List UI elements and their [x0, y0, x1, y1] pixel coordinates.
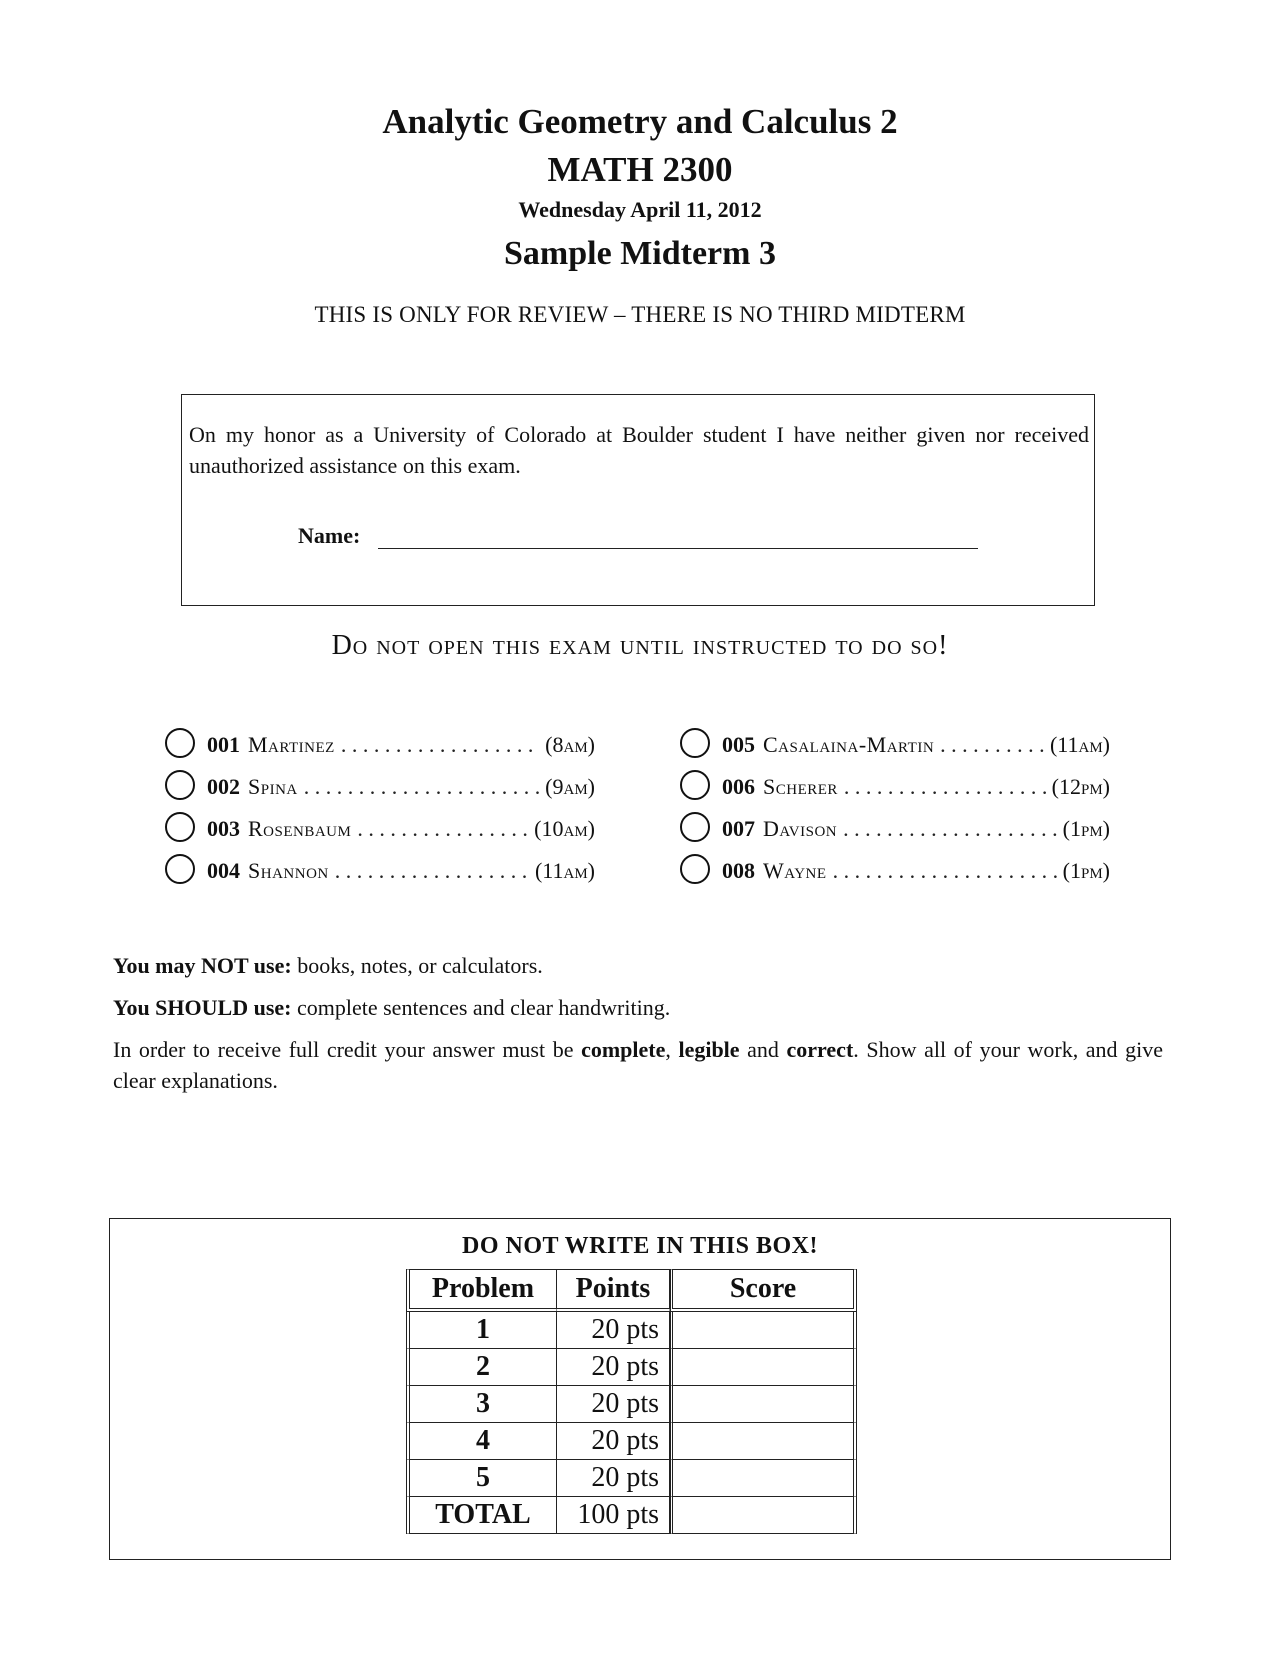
- table-header-row: [406, 1269, 857, 1312]
- section-column-left: [165, 724, 595, 892]
- table-row: [406, 1423, 857, 1460]
- column-header-problem: Problem: [406, 1269, 557, 1312]
- table-row: [406, 1349, 857, 1386]
- problem-cell: TOTAL: [406, 1497, 557, 1534]
- radio-circle-icon[interactable]: [680, 812, 710, 842]
- review-note: THIS IS ONLY FOR REVIEW – THERE IS NO THIRD MIDTERM: [314, 302, 966, 327]
- score-cell: [670, 1386, 857, 1423]
- column-header-points: Points: [557, 1269, 670, 1312]
- section-column-right: [680, 724, 1110, 892]
- score-cell: [670, 1497, 857, 1534]
- section-option[interactable]: 008 Wayne . . . (1pm): [680, 850, 1110, 892]
- column-header-score: Score: [670, 1269, 857, 1312]
- score-box-heading: DO NOT WRITE IN THIS BOX!: [462, 1233, 818, 1259]
- exam-date: Wednesday April 11, 2012: [518, 197, 762, 222]
- radio-circle-icon[interactable]: [680, 728, 710, 758]
- points-cell: 100 pts: [557, 1497, 670, 1534]
- radio-circle-icon[interactable]: [680, 770, 710, 800]
- table-row: [406, 1312, 857, 1349]
- problem-cell: 2: [406, 1349, 557, 1386]
- points-cell: 20 pts: [557, 1460, 670, 1497]
- radio-circle-icon[interactable]: [165, 728, 195, 758]
- problem-cell: 5: [406, 1460, 557, 1497]
- score-cell: [670, 1312, 857, 1349]
- score-cell: [670, 1423, 857, 1460]
- problem-cell: 1: [406, 1312, 557, 1349]
- problem-cell: 3: [406, 1386, 557, 1423]
- section-option[interactable]: 004 Shannon . . . (11am): [165, 850, 595, 892]
- radio-circle-icon[interactable]: [165, 854, 195, 884]
- section-option[interactable]: 007 Davison . . . (1pm): [680, 808, 1110, 850]
- section-option[interactable]: 002 Spina . . . (9am): [165, 766, 595, 808]
- table-row: [406, 1460, 857, 1497]
- points-cell: 20 pts: [557, 1423, 670, 1460]
- radio-circle-icon[interactable]: [680, 854, 710, 884]
- section-option[interactable]: 005 Casalaina-Martin . . . (11am): [680, 724, 1110, 766]
- course-title: Analytic Geometry and Calculus 2: [382, 102, 898, 141]
- section-option[interactable]: 006 Scherer . . . (12pm): [680, 766, 1110, 808]
- score-cell: [670, 1349, 857, 1386]
- table-row-total: [406, 1497, 857, 1534]
- section-option[interactable]: 001 Martinez . . . (8am): [165, 724, 595, 766]
- points-cell: 20 pts: [557, 1386, 670, 1423]
- rule-should-use: You SHOULD use: complete sentences and clear handwriting.: [113, 995, 671, 1020]
- points-cell: 20 pts: [557, 1312, 670, 1349]
- rule-not-use: You may NOT use: books, notes, or calculators.: [113, 953, 543, 978]
- score-table: [406, 1269, 857, 1534]
- table-row: [406, 1386, 857, 1423]
- radio-circle-icon[interactable]: [165, 770, 195, 800]
- name-label: Name:: [298, 523, 361, 548]
- points-cell: 20 pts: [557, 1349, 670, 1386]
- course-code: MATH 2300: [547, 150, 733, 189]
- rule-full-credit: In order to receive full credit your answer must be complete, legible and correct. Show all of your work, and give clear explanations.: [113, 1037, 1164, 1093]
- problem-cell: 4: [406, 1423, 557, 1460]
- section-option[interactable]: 003 Rosenbaum . . . (10am): [165, 808, 595, 850]
- honor-statement: On my honor as a University of Colorado at Boulder student I have neither given nor received unauthorized assistance on this exam.: [189, 422, 1089, 478]
- honor-box: [181, 394, 1095, 606]
- do-not-open-warning: Do not open this exam until instructed to do so!: [331, 630, 949, 661]
- score-box: [109, 1218, 1171, 1560]
- name-field[interactable]: [378, 548, 978, 549]
- radio-circle-icon[interactable]: [165, 812, 195, 842]
- exam-name: Sample Midterm 3: [504, 235, 776, 272]
- score-cell: [670, 1460, 857, 1497]
